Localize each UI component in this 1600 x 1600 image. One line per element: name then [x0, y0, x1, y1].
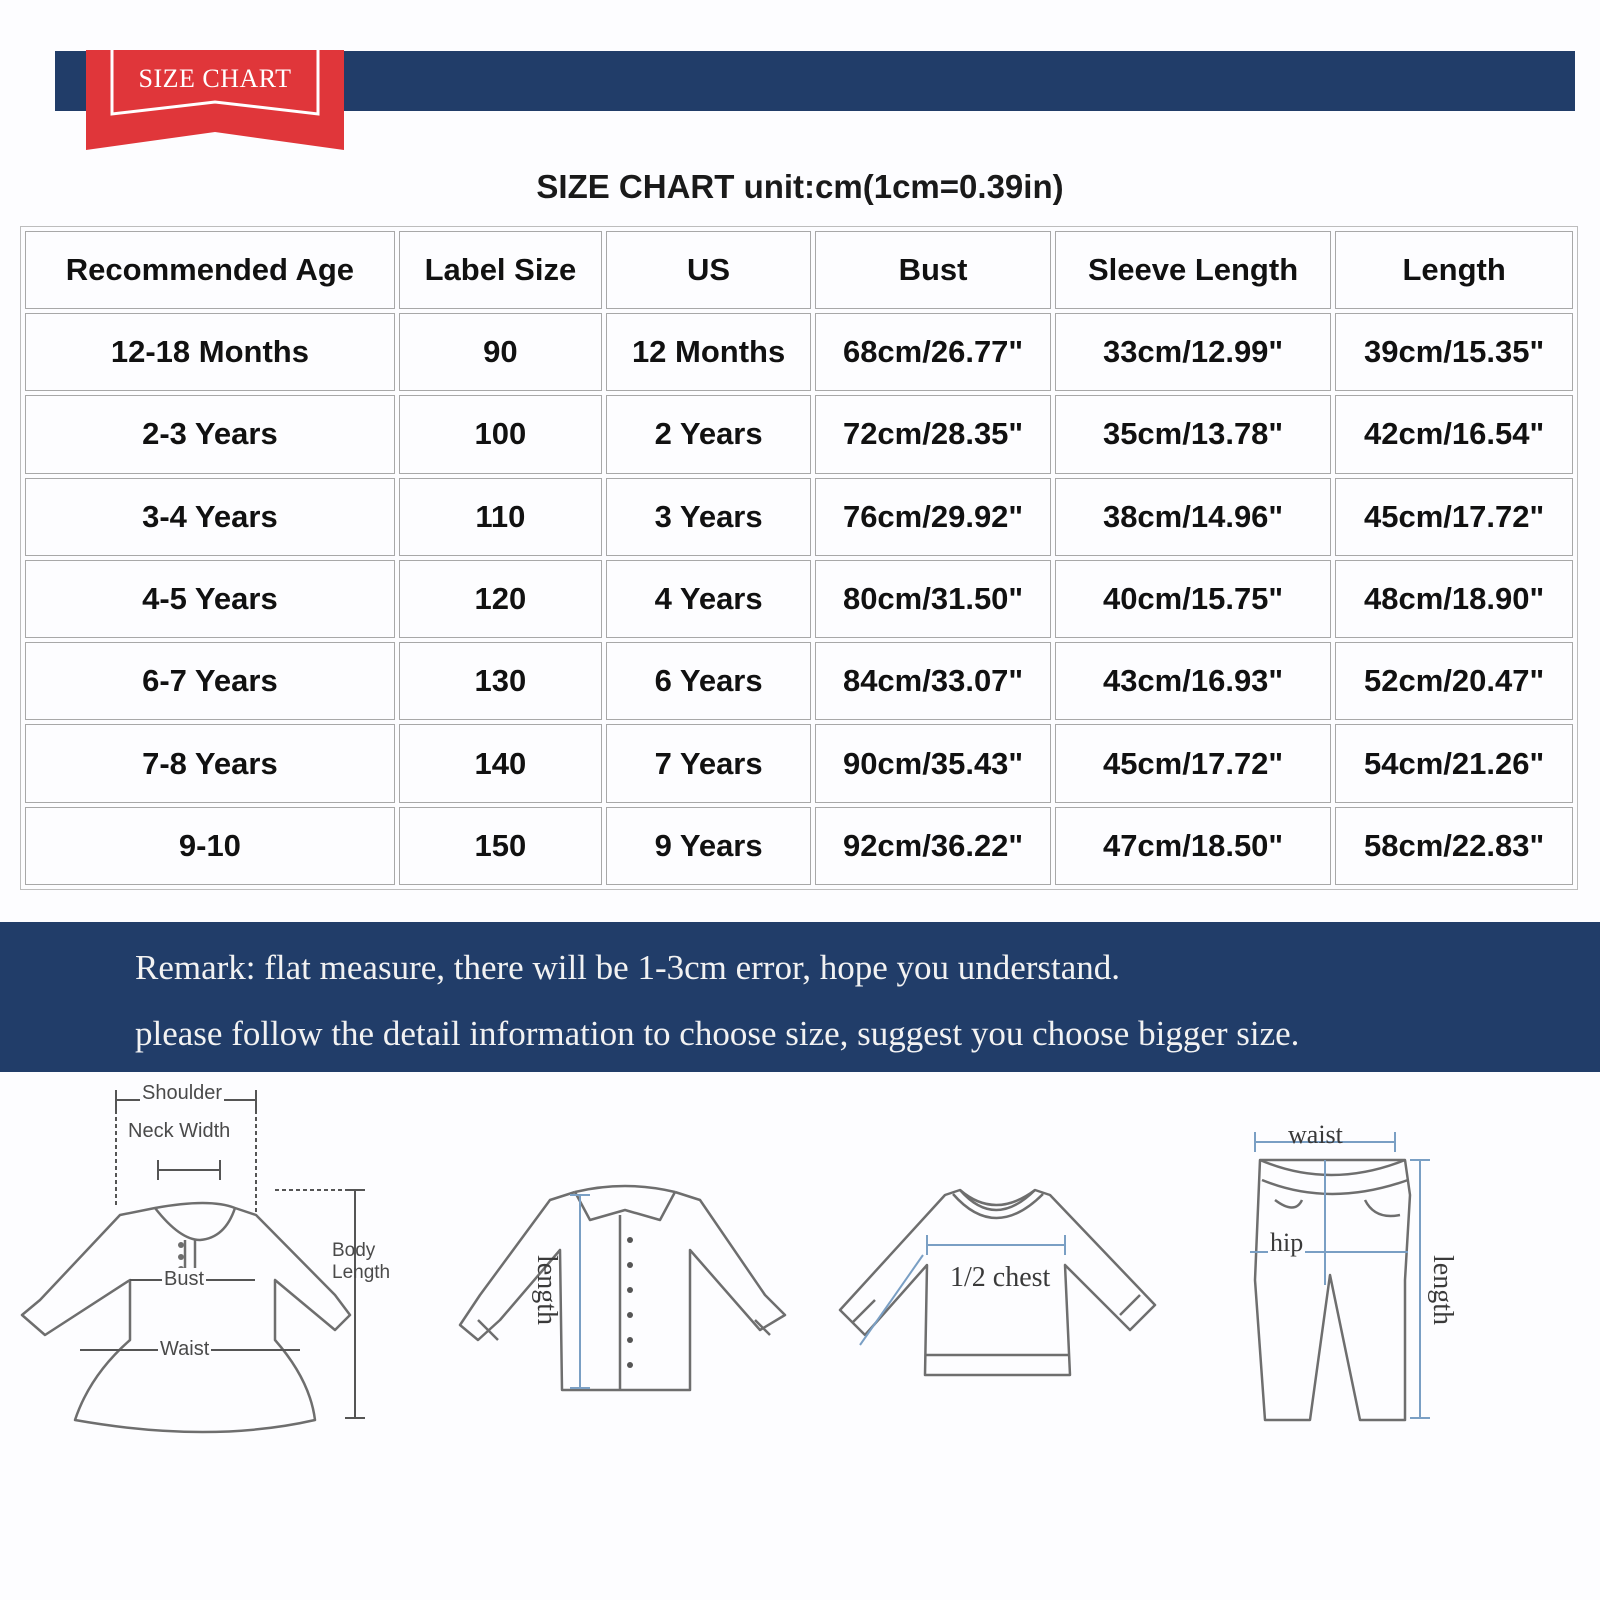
table-row: [25, 395, 1573, 473]
column-header: Label Size: [399, 231, 602, 309]
table-cell: 3-4 Years: [25, 478, 395, 556]
table-cell: 45cm/17.72": [1335, 478, 1573, 556]
chart-title: SIZE CHART unit:cm(1cm=0.39in): [536, 168, 1064, 205]
table-cell: 47cm/18.50": [1055, 807, 1331, 885]
table-cell: 39cm/15.35": [1335, 313, 1573, 391]
table-row: [25, 478, 1573, 556]
badge-label: SIZE CHART: [138, 64, 292, 93]
table-cell: 110: [399, 478, 602, 556]
waist-label: Waist: [160, 1338, 210, 1360]
remark-advice-text: please follow the detail information to choose size, suggest you choose bigger size.: [135, 1014, 1300, 1053]
table-cell: 130: [399, 642, 602, 720]
table-cell: 4-5 Years: [25, 560, 395, 638]
size-chart-badge: [86, 50, 344, 152]
table-cell: 120: [399, 560, 602, 638]
pants-hip-label: hip: [1270, 1228, 1304, 1257]
table-cell: 35cm/13.78": [1055, 395, 1331, 473]
table-row: [25, 642, 1573, 720]
table-cell: 48cm/18.90": [1335, 560, 1573, 638]
table-cell: 7 Years: [606, 724, 811, 802]
table-cell: 43cm/16.93": [1055, 642, 1331, 720]
table-cell: 100: [399, 395, 602, 473]
pants-waist-label: waist: [1288, 1120, 1343, 1149]
pants-outline-icon: [1240, 1120, 1500, 1440]
table-cell: 6 Years: [606, 642, 811, 720]
table-cell: 3 Years: [606, 478, 811, 556]
table-cell: 76cm/29.92": [815, 478, 1051, 556]
size-table: [20, 226, 1578, 890]
body-length-label-1: Body: [332, 1240, 376, 1261]
body-length-label-2: Length: [332, 1262, 391, 1283]
table-header-row: [25, 231, 1573, 309]
neck-width-label: Neck Width: [128, 1120, 231, 1142]
table-cell: 12-18 Months: [25, 313, 395, 391]
shirt-diagram: [450, 1170, 810, 1410]
table-cell: 12 Months: [606, 313, 811, 391]
table-cell: 54cm/21.26": [1335, 724, 1573, 802]
table-cell: 72cm/28.35": [815, 395, 1051, 473]
table-cell: 92cm/36.22": [815, 807, 1051, 885]
table-cell: 33cm/12.99": [1055, 313, 1331, 391]
dress-diagram: [10, 1082, 430, 1450]
remark-text: Remark: flat measure, there will be 1-3cm error, hope you understand.: [135, 948, 1121, 987]
remark-band: [0, 922, 1600, 1072]
table-row: [25, 313, 1573, 391]
table-cell: 40cm/15.75": [1055, 560, 1331, 638]
table-cell: 150: [399, 807, 602, 885]
table-cell: 4 Years: [606, 560, 811, 638]
table-cell: 90cm/35.43": [815, 724, 1051, 802]
table-row: [25, 724, 1573, 802]
column-header: Length: [1335, 231, 1573, 309]
pants-diagram: [1240, 1120, 1500, 1440]
bust-label: Bust: [164, 1268, 205, 1290]
half-chest-label: 1/2 chest: [950, 1262, 1051, 1293]
table-cell: 80cm/31.50": [815, 560, 1051, 638]
table-cell: 45cm/17.72": [1055, 724, 1331, 802]
table-cell: 52cm/20.47": [1335, 642, 1573, 720]
table-cell: 38cm/14.96": [1055, 478, 1331, 556]
sweater-diagram: [835, 1170, 1195, 1410]
shirt-outline-icon: [450, 1170, 810, 1410]
table-row: [25, 807, 1573, 885]
column-header: Recommended Age: [25, 231, 395, 309]
table-cell: 90: [399, 313, 602, 391]
table-cell: 6-7 Years: [25, 642, 395, 720]
table-cell: 9 Years: [606, 807, 811, 885]
table-cell: 58cm/22.83": [1335, 807, 1573, 885]
table-cell: 7-8 Years: [25, 724, 395, 802]
table-cell: 2 Years: [606, 395, 811, 473]
table-row: [25, 560, 1573, 638]
table-cell: 42cm/16.54": [1335, 395, 1573, 473]
shoulder-label: Shoulder: [142, 1082, 223, 1104]
shirt-length-label: length: [531, 1255, 562, 1325]
table-cell: 84cm/33.07": [815, 642, 1051, 720]
table-cell: 9-10: [25, 807, 395, 885]
pants-length-label: length: [1427, 1255, 1458, 1325]
table-cell: 68cm/26.77": [815, 313, 1051, 391]
column-header: Sleeve Length: [1055, 231, 1331, 309]
column-header: Bust: [815, 231, 1051, 309]
table-cell: 2-3 Years: [25, 395, 395, 473]
column-header: US: [606, 231, 811, 309]
table-cell: 140: [399, 724, 602, 802]
